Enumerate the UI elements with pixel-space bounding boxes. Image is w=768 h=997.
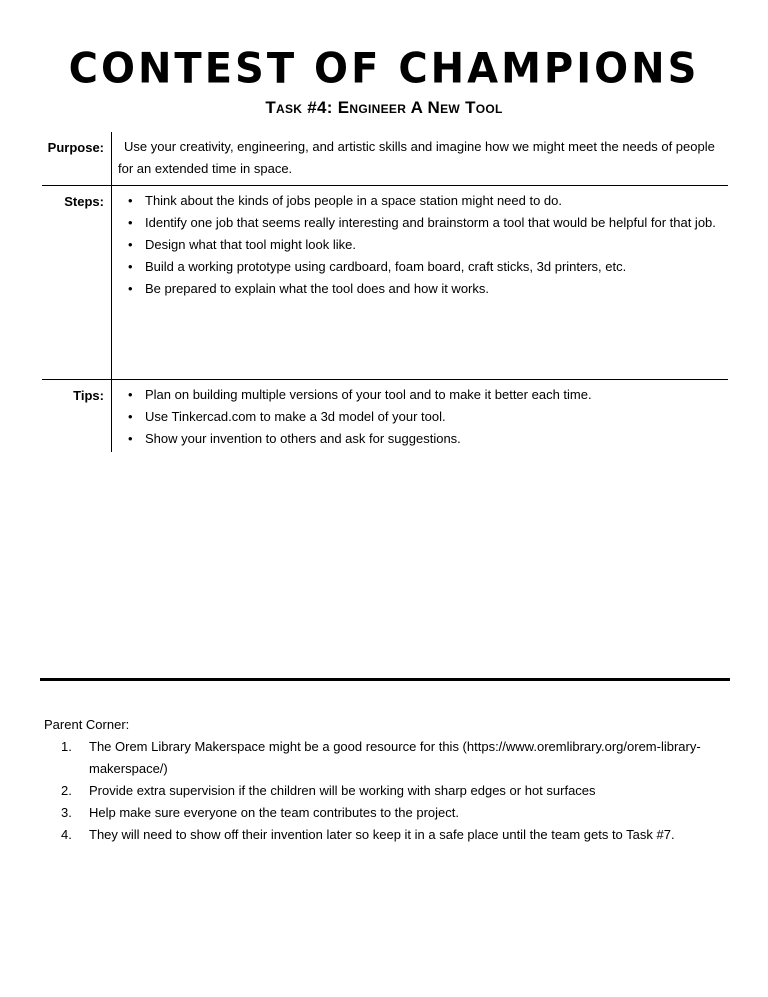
tips-row bbox=[42, 379, 728, 452]
item-number: 1. bbox=[61, 739, 72, 754]
steps-row bbox=[42, 185, 728, 379]
list-item bbox=[44, 736, 734, 780]
item-text: Provide extra supervision if the children will be working with sharp edges or hot surfaces bbox=[89, 783, 596, 798]
item-number: 3. bbox=[61, 805, 72, 820]
list-item bbox=[44, 780, 734, 802]
list-item: • Plan on building multiple versions of your tool and to make it better each time. bbox=[118, 384, 728, 406]
purpose-label: Purpose: bbox=[42, 132, 112, 185]
list-item: • Build a working prototype using cardboard, foam board, craft sticks, 3d printers, etc. bbox=[118, 256, 728, 278]
item-text: The Orem Library Makerspace might be a good resource for this (https://www.oremlibrary.org/orem-library-makerspace/) bbox=[89, 739, 701, 776]
list-item: • Think about the kinds of jobs people in a space station might need to do. bbox=[118, 190, 728, 212]
list-item: • Show your invention to others and ask for suggestions. bbox=[118, 428, 728, 450]
list-item bbox=[44, 824, 734, 846]
steps-label: Steps: bbox=[42, 186, 112, 379]
task-subtitle: Task #4: Engineer A New Tool bbox=[265, 98, 503, 117]
tips-list bbox=[118, 384, 728, 450]
tips-label: Tips: bbox=[42, 380, 112, 452]
section-divider bbox=[40, 678, 730, 681]
item-number: 2. bbox=[61, 783, 72, 798]
list-item: • Use Tinkercad.com to make a 3d model of your tool. bbox=[118, 406, 728, 428]
list-item bbox=[44, 802, 734, 824]
parent-corner-heading: Parent Corner: bbox=[44, 717, 130, 732]
list-item: • Design what that tool might look like. bbox=[118, 234, 728, 256]
task-table bbox=[42, 132, 728, 452]
item-number: 4. bbox=[61, 827, 72, 842]
parent-corner bbox=[44, 714, 734, 846]
steps-list bbox=[118, 190, 728, 300]
purpose-row bbox=[42, 132, 728, 185]
parent-corner-list bbox=[44, 736, 734, 846]
tips-content bbox=[112, 380, 728, 452]
item-text: They will need to show off their invention later so keep it in a safe place until the team gets to Task #7. bbox=[89, 827, 675, 842]
list-item: • Be prepared to explain what the tool does and how it works. bbox=[118, 278, 728, 300]
list-item: • Identify one job that seems really interesting and brainstorm a tool that would be helpful for that job. bbox=[118, 212, 728, 234]
item-text: Help make sure everyone on the team contributes to the project. bbox=[89, 805, 459, 820]
purpose-text: Use your creativity, engineering, and artistic skills and imagine how we might meet the needs of people for an extended time in space. bbox=[118, 139, 715, 176]
steps-content bbox=[112, 186, 728, 379]
page-title: CONTEST OF CHAMPIONS bbox=[68, 44, 700, 94]
